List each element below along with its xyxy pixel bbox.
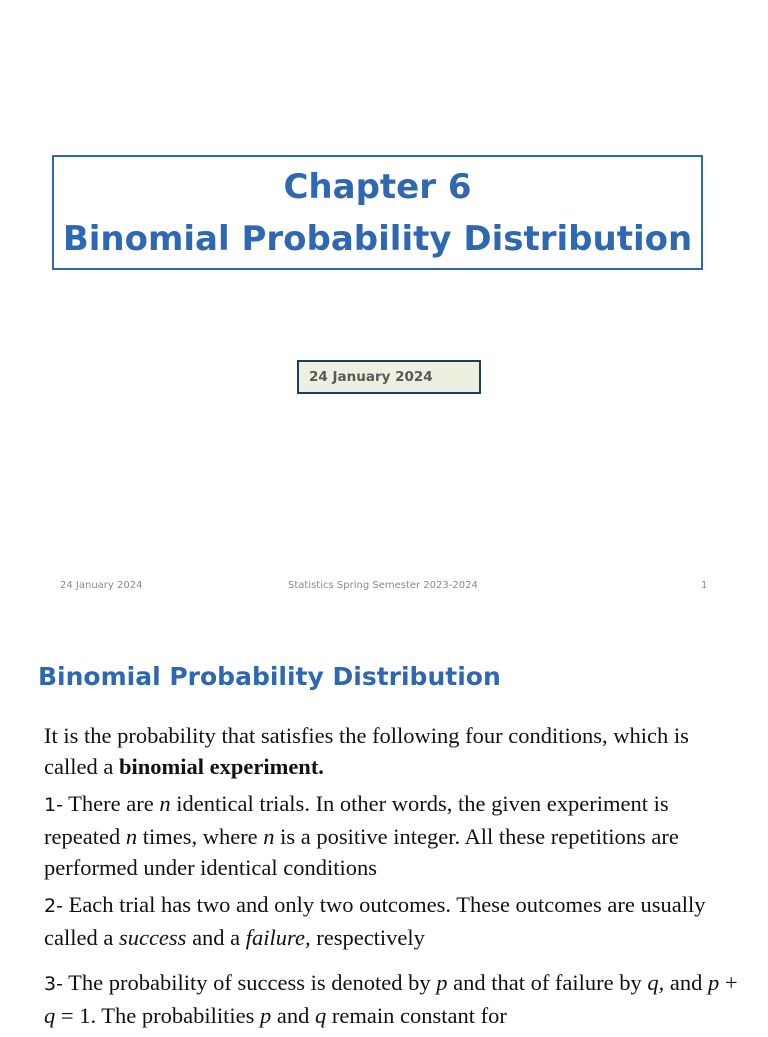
condition-number: 3-: [44, 973, 63, 995]
chapter-title: Chapter 6: [283, 166, 472, 207]
condition-number: 1-: [44, 794, 63, 816]
footer-page-number: 1: [701, 580, 708, 591]
intro-paragraph: It is the probability that satisfies the following four conditions, which is called a binomial experiment.: [44, 723, 689, 779]
footer-course: Statistics Spring Semester 2023-2024: [288, 580, 478, 591]
condition-3: 3- The probability of success is denoted by p and that of failure by q, and p + q = 1. The probabilities p and q remain constant for: [44, 970, 738, 1028]
title-box: [52, 155, 703, 270]
condition-number: 2-: [44, 895, 63, 917]
footer-date: 24 January 2024: [60, 580, 143, 591]
slide-2: [0, 610, 768, 1028]
condition-2: 2- Each trial has two and only two outcomes. These outcomes are usually called a success and a failure, respectively: [44, 892, 706, 950]
condition-1: 1- There are n identical trials. In other words, the given experiment is repeated n times, where n is a positive integer. All these repetitions are performed under identical conditions: [44, 791, 679, 880]
slide-body: [44, 720, 744, 1037]
binomial-experiment-term: binomial experiment.: [118, 754, 324, 779]
slide-title: Binomial Probability Distribution: [38, 662, 501, 691]
date-box: 24 January 2024: [297, 360, 481, 394]
chapter-subtitle: Binomial Probability Distribution: [62, 218, 693, 259]
